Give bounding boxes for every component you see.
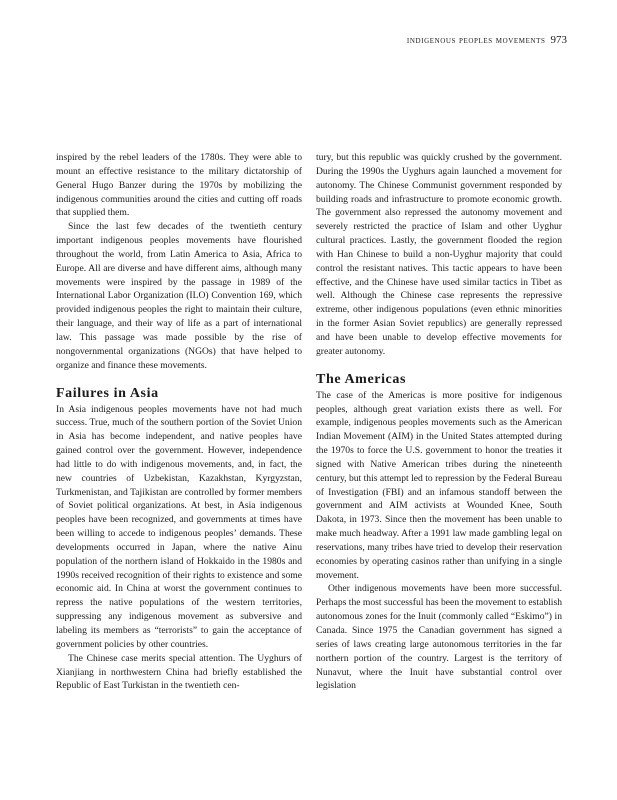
running-header xyxy=(407,34,567,46)
paragraph: The case of the Americas is more positive for indigenous peoples, although great variation exists there as well. For example, indigenous peoples movements such as the American Indian Movement (AIM) in the United States attempted during the 1970s to force the U.S. government to honor the treaties it signed with Native American tribes during the nineteenth century, but this attempt led to repression by the Federal Bureau of Investigation (FBI) and an infamous standoff between the government and AIM activists at Wounded Knee, South Dakota, in 1973. Since then the movement has been unable to make much headway. After a 1991 law made gambling legal on reservations, many tribes have tried to develop their reservation economies by operating casinos rather than unifying in a single movement. xyxy=(316,389,562,581)
paragraph: In Asia indigenous peoples movements have not had much success. True, much of the southern portion of the Soviet Union in Asia has become independent, and native peoples have gained control over the government. However, independence had little to do with indigenous movements, and, in fact, the new countries of Uzbekistan, Kazakhstan, Kyrgyzstan, Turkmenistan, and Tajikistan are controlled by former members of Soviet political organizations. At best, in Asia indigenous peoples have been recognized, and governments at times have been willing to accede to indigenous peoples’ demands. These developments occurred in Japan, where the native Ainu population of the northern island of Hokkaido in the 1980s and 1990s received recognition of their rights to existence and some economic aid. In China at worst the government continues to repress the native populations of the western territories, suppressing any indigenous movement as subversive and labeling its members as “terrorists” to gain the acceptance of government policies by other countries. xyxy=(56,403,302,650)
paragraph: Since the last few decades of the twentieth century important indigenous peoples movements have flourished throughout the world, from Latin America to Asia, Africa to Europe. All are diverse and have different aims, although many movements were inspired by the passage in 1989 of the International Labor Organization (ILO) Convention 169, which provided indigenous peoples the right to maintain their culture, their language, and their way of life as a part of international law. This passage was made possible by the rise of nongovernmental organizations (NGOs) that have helped to organize and finance these movements. xyxy=(56,221,302,371)
paragraph: The Chinese case merits special attention. The Uyghurs of Xianjiang in northwestern China had briefly established the Republic of East Turkistan in the twentieth cen- xyxy=(56,652,302,692)
section-heading-the-americas: The Americas xyxy=(316,371,407,387)
section-heading-failures-in-asia: Failures in Asia xyxy=(56,385,159,401)
paragraph: inspired by the rebel leaders of the 1780s. They were able to mount an effective resistance to the military dictatorship of General Hugo Banzer during the 1970s by mobilizing the indigenous communities around the cities and cutting off roads that supplied them. xyxy=(56,152,302,219)
running-title: indigenous peoples movements xyxy=(406,36,546,46)
page-number: 973 xyxy=(550,34,567,46)
paragraph: tury, but this republic was quickly crushed by the government. During the 1990s the Uyghurs again launched a movement for autonomy. The Chinese Communist government responded by building roads and infrastructure to promote economic growth. The government also repressed the autonomy movement and severely restricted the practice of Islam and other Uyghur cultural practices. Lastly, the government flooded the region with Han Chinese to build a non-Uyghur majority that could control the resistant natives. This tactic appears to have been effective, and the Chinese have used similar tactics in Tibet as well. Although the Chinese case represents the repressive extreme, other indigenous populations (even ethnic minorities in the former Asian Soviet republics) are generally repressed and have been unable to develop effective movements for greater autonomy. xyxy=(316,152,562,357)
right-column xyxy=(316,151,562,693)
left-column xyxy=(56,151,302,693)
paragraph: Other indigenous movements have been more successful. Perhaps the most successful has been the movement to establish autonomous zones for the Inuit (commonly called “Eskimo”) in Canada. Since 1975 the Canadian government has signed a series of laws creating large autonomous territories in the far northern portion of the country. Largest is the territory of Nunavut, where the Inuit have substantial control over legislation xyxy=(316,583,562,692)
